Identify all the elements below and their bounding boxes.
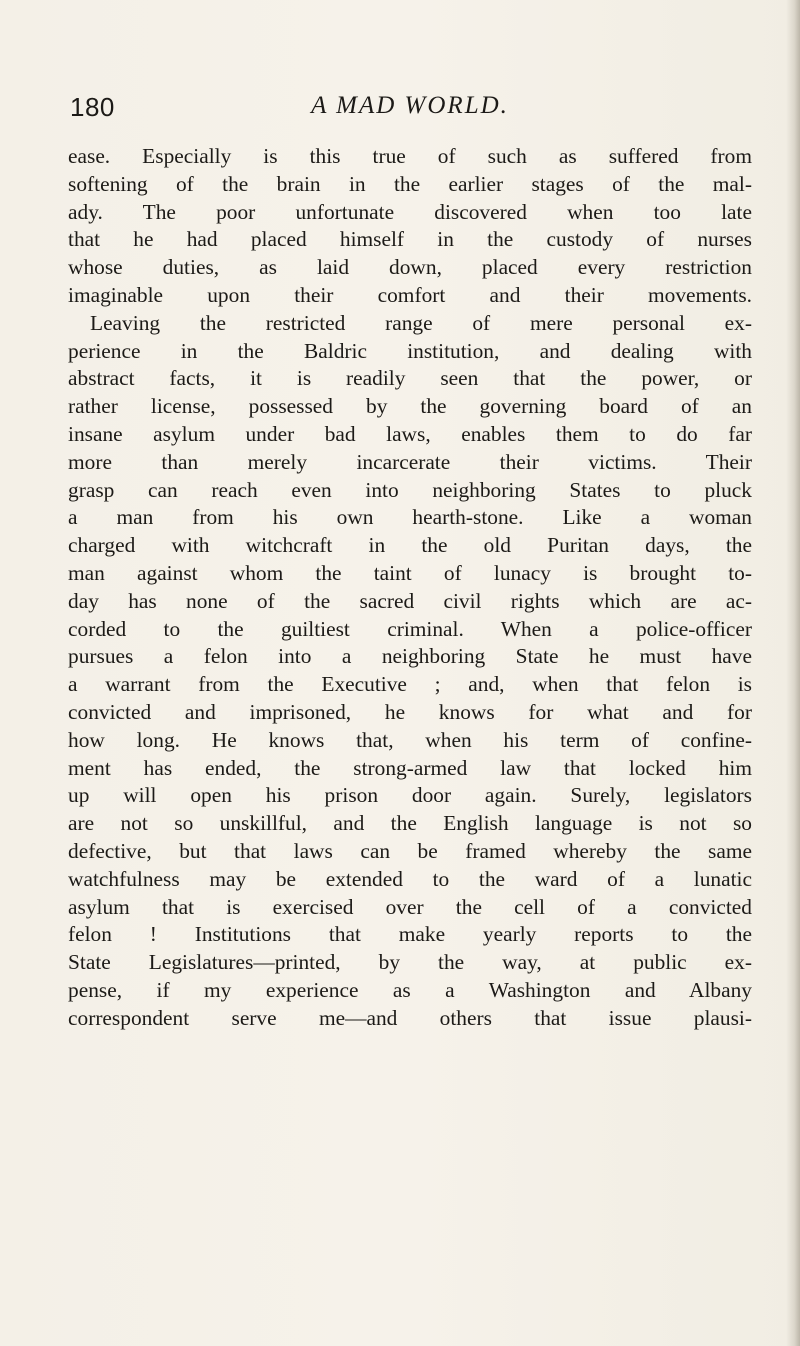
text-line: that he had placed himself in the custody of nurses bbox=[68, 227, 752, 252]
body-text bbox=[68, 143, 752, 1033]
text-line: defective, but that laws can be framed whereby the same bbox=[68, 838, 752, 863]
text-line: charged with witchcraft in the old Puritan days, the bbox=[68, 533, 752, 558]
text-line: Leaving the restricted range of mere personal ex- bbox=[90, 310, 752, 335]
text-line: softening of the brain in the earlier stages of the mal- bbox=[68, 171, 752, 196]
text-line: man against whom the taint of lunacy is brought to- bbox=[68, 560, 752, 585]
text-line: pursues a felon into a neighboring State he must have bbox=[68, 644, 752, 669]
text-line: abstract facts, it is readily seen that the power, or bbox=[68, 366, 752, 391]
running-title: A MAD WORLD. bbox=[311, 92, 509, 119]
page-header bbox=[70, 92, 750, 126]
text-line: a man from his own hearth-stone. Like a woman bbox=[68, 505, 752, 530]
text-line: whose duties, as laid down, placed every restriction bbox=[68, 255, 752, 280]
text-line: insane asylum under bad laws, enables them to do far bbox=[68, 421, 752, 446]
text-line: rather license, possessed by the governing board of an bbox=[68, 394, 752, 419]
text-line: felon ! Institutions that make yearly reports to the bbox=[68, 922, 752, 947]
text-line: correspondent serve me—and others that issue plausi- bbox=[68, 1005, 752, 1030]
text-line: asylum that is exercised over the cell of a convicted bbox=[68, 894, 752, 919]
text-line: grasp can reach even into neighboring States to pluck bbox=[68, 477, 752, 502]
text-line: State Legislatures—printed, by the way, at public ex- bbox=[68, 950, 752, 975]
text-line: pense, if my experience as a Washington and Albany bbox=[68, 977, 752, 1002]
text-line: are not so unskillful, and the English language is not so bbox=[68, 811, 752, 836]
text-line: imaginable upon their comfort and their movements. bbox=[68, 282, 752, 307]
text-line: more than merely incarcerate their victims. Their bbox=[68, 449, 752, 474]
text-line: day has none of the sacred civil rights which are ac- bbox=[68, 588, 752, 613]
text-line: how long. He knows that, when his term of confine- bbox=[68, 727, 752, 752]
text-line: corded to the guiltiest criminal. When a police-officer bbox=[68, 616, 752, 641]
text-line: up will open his prison door again. Surely, legislators bbox=[68, 783, 752, 808]
text-line: watchfulness may be extended to the ward of a lunatic bbox=[68, 866, 752, 891]
text-line: ease. Especially is this true of such as suffered from bbox=[68, 144, 752, 168]
page-edge-shadow bbox=[786, 0, 800, 1346]
text-line: ment has ended, the strong-armed law that locked him bbox=[68, 755, 752, 780]
text-line: convicted and imprisoned, he knows for what and for bbox=[68, 699, 752, 724]
text-line: perience in the Baldric institution, and dealing with bbox=[68, 338, 752, 363]
text-line: ady. The poor unfortunate discovered when too late bbox=[68, 199, 752, 224]
text-line: a warrant from the Executive ; and, when that felon is bbox=[68, 672, 752, 697]
page-number: 180 bbox=[70, 92, 115, 122]
